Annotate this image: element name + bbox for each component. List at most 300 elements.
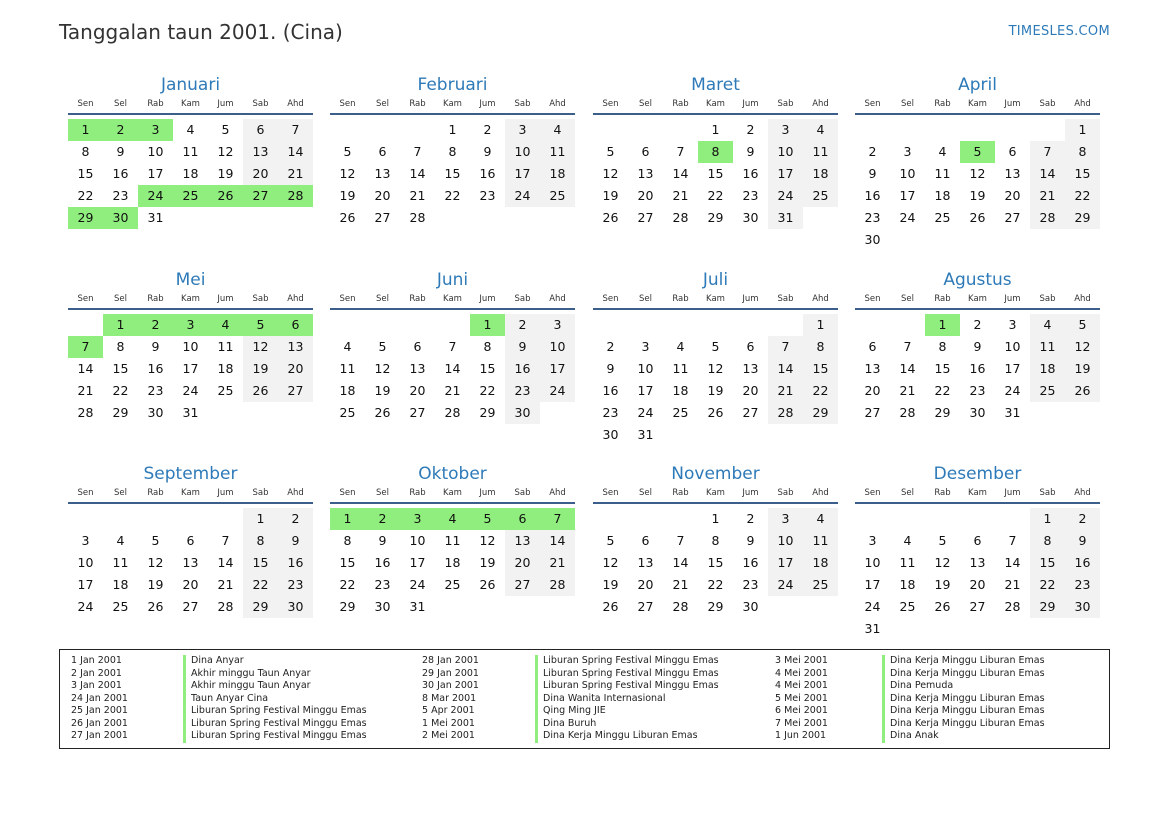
day-cell: 20 <box>374 188 391 203</box>
day-cell: 30 <box>742 599 759 614</box>
holiday-day-cell: 1 <box>103 314 138 336</box>
day-cell: 18 <box>803 552 838 574</box>
day-cell: 29 <box>803 402 838 424</box>
day-cell: 13 <box>409 361 426 376</box>
day-cell: 4 <box>1030 314 1065 336</box>
day-cell: 16 <box>864 188 881 203</box>
holiday-day-cell: 28 <box>278 185 313 207</box>
holiday-day-cell: 7 <box>540 508 575 530</box>
day-cell: 22 <box>77 188 94 203</box>
month-name: Agustus <box>943 270 1012 290</box>
day-cell: 17 <box>899 188 916 203</box>
day-cell: 26 <box>934 599 951 614</box>
day-cell: 9 <box>973 339 982 354</box>
empty-cell <box>138 508 173 530</box>
day-cell: 27 <box>637 210 654 225</box>
day-cell: 14 <box>540 530 575 552</box>
weekday-label: Ahd <box>1074 294 1091 304</box>
day-cell: 6 <box>868 339 877 354</box>
day-cell: 19 <box>969 188 986 203</box>
day-cell: 17 <box>864 577 881 592</box>
month-calendar <box>68 463 313 618</box>
day-cell: 11 <box>672 361 689 376</box>
weekday-label: Sab <box>777 99 794 109</box>
holiday-day-cell: 1 <box>470 314 505 336</box>
holiday-name: Akhir minggu Taun Anyar <box>183 668 311 681</box>
day-cell: 3 <box>540 314 575 336</box>
day-cell: 18 <box>899 577 916 592</box>
day-cell: 12 <box>969 166 986 181</box>
day-cell: 26 <box>479 577 496 592</box>
day-cell: 23 <box>742 188 759 203</box>
day-cell: 19 <box>217 166 234 181</box>
holiday-name: Liburan Spring Festival Minggu Emas <box>183 718 367 731</box>
day-cell: 17 <box>637 383 654 398</box>
weekday-label: Jum <box>1004 488 1021 498</box>
day-grid <box>855 119 1100 251</box>
weekday-label: Jum <box>742 488 759 498</box>
day-cell: 11 <box>899 555 916 570</box>
day-cell: 1 <box>803 314 838 336</box>
holiday-name: Dina Anyar <box>183 655 244 668</box>
weekday-label: Sel <box>901 99 914 109</box>
day-cell: 21 <box>672 577 689 592</box>
day-cell: 27 <box>409 405 426 420</box>
weekday-header <box>68 485 313 504</box>
holiday-date: 7 Mei 2001 <box>775 717 828 729</box>
weekday-label: Kam <box>968 99 987 109</box>
day-cell: 16 <box>1065 552 1100 574</box>
day-cell: 6 <box>641 533 650 548</box>
day-cell: 20 <box>505 552 540 574</box>
day-cell: 22 <box>479 383 496 398</box>
weekday-label: Sel <box>901 488 914 498</box>
weekday-label: Kam <box>706 488 725 498</box>
day-cell: 12 <box>374 361 391 376</box>
holiday-date: 2 Mei 2001 <box>422 730 475 741</box>
day-cell: 13 <box>182 555 199 570</box>
day-cell: 5 <box>343 144 352 159</box>
day-cell: 24 <box>864 599 881 614</box>
day-cell: 26 <box>147 599 164 614</box>
day-cell: 16 <box>505 358 540 380</box>
day-cell: 1 <box>1030 508 1065 530</box>
day-cell: 28 <box>899 405 916 420</box>
day-cell: 22 <box>243 574 278 596</box>
weekday-header <box>330 96 575 115</box>
weekday-label: Sel <box>901 294 914 304</box>
holiday-date: 1 Jun 2001 <box>775 730 827 741</box>
day-cell: 27 <box>1004 210 1021 225</box>
month-calendar <box>855 269 1100 424</box>
empty-cell <box>628 508 663 530</box>
day-grid <box>330 314 575 424</box>
empty-cell <box>768 314 803 336</box>
day-cell: 10 <box>505 141 540 163</box>
weekday-label: Sab <box>514 294 531 304</box>
empty-cell <box>68 508 103 530</box>
day-cell: 20 <box>278 358 313 380</box>
day-cell: 10 <box>768 530 803 552</box>
holiday-day-cell: 29 <box>68 207 103 229</box>
day-cell: 10 <box>147 144 164 159</box>
day-cell: 7 <box>768 336 803 358</box>
day-cell: 9 <box>278 530 313 552</box>
day-cell: 21 <box>217 577 234 592</box>
day-grid <box>593 508 838 618</box>
day-cell: 12 <box>602 555 619 570</box>
weekday-label: Rab <box>672 294 689 304</box>
day-cell: 28 <box>409 210 426 225</box>
day-cell: 5 <box>1065 314 1100 336</box>
empty-cell <box>890 508 925 530</box>
day-cell: 29 <box>707 599 724 614</box>
month-calendar <box>68 269 313 424</box>
month-name: Juli <box>702 270 729 290</box>
holiday-day-cell: 8 <box>698 141 733 163</box>
day-cell: 16 <box>479 166 496 181</box>
empty-cell <box>995 508 1030 530</box>
day-cell: 25 <box>339 405 356 420</box>
weekday-label: Jum <box>1004 294 1021 304</box>
month-name: Oktober <box>418 464 487 484</box>
month-name: November <box>671 464 760 484</box>
weekday-header <box>330 291 575 310</box>
weekday-label: Kam <box>706 294 725 304</box>
day-cell: 4 <box>903 533 912 548</box>
day-cell: 25 <box>444 577 461 592</box>
day-cell: 12 <box>147 555 164 570</box>
weekday-label: Jum <box>217 488 234 498</box>
holiday-name: Dina Kerja Minggu Liburan Emas <box>882 655 1045 668</box>
day-cell: 3 <box>903 144 912 159</box>
day-cell: 24 <box>505 185 540 207</box>
day-cell: 10 <box>409 533 426 548</box>
day-cell: 17 <box>77 577 94 592</box>
holiday-date: 1 Mei 2001 <box>422 717 475 729</box>
day-cell: 24 <box>77 599 94 614</box>
day-cell: 26 <box>243 380 278 402</box>
day-cell: 15 <box>707 166 724 181</box>
day-cell: 17 <box>505 163 540 185</box>
weekday-label: Ahd <box>549 294 566 304</box>
day-cell: 23 <box>479 188 496 203</box>
weekday-label: Sab <box>252 294 269 304</box>
weekday-label: Ahd <box>549 99 566 109</box>
holiday-date: 26 Jan 2001 <box>71 717 128 729</box>
weekday-label: Kam <box>443 99 462 109</box>
day-cell: 10 <box>182 339 199 354</box>
holiday-name: Liburan Spring Festival Minggu Emas <box>183 730 367 743</box>
day-cell: 18 <box>803 163 838 185</box>
weekday-label: Sen <box>339 99 356 109</box>
holiday-day-cell: 3 <box>138 119 173 141</box>
day-cell: 2 <box>278 508 313 530</box>
holiday-day-cell: 2 <box>103 119 138 141</box>
day-cell: 30 <box>374 599 391 614</box>
day-cell: 11 <box>112 555 129 570</box>
day-cell: 27 <box>864 405 881 420</box>
month-calendar <box>593 74 838 229</box>
day-cell: 25 <box>1030 380 1065 402</box>
holiday-entry <box>60 705 1109 718</box>
day-cell: 20 <box>969 577 986 592</box>
weekday-label: Rab <box>672 488 689 498</box>
weekday-label: Sen <box>77 294 94 304</box>
day-cell: 24 <box>768 574 803 596</box>
day-cell: 8 <box>448 144 457 159</box>
month-calendar <box>593 269 838 446</box>
day-cell: 11 <box>217 339 234 354</box>
day-cell: 1 <box>1065 119 1100 141</box>
day-cell: 15 <box>339 555 356 570</box>
day-cell: 26 <box>374 405 391 420</box>
day-cell: 15 <box>444 166 461 181</box>
day-cell: 17 <box>182 361 199 376</box>
day-cell: 17 <box>147 166 164 181</box>
day-cell: 9 <box>606 361 615 376</box>
day-cell: 2 <box>868 144 877 159</box>
day-cell: 4 <box>540 119 575 141</box>
day-cell: 12 <box>934 555 951 570</box>
weekday-label: Sen <box>602 488 619 498</box>
weekday-label: Sen <box>339 294 356 304</box>
weekday-header <box>593 96 838 115</box>
weekday-label: Sen <box>864 294 881 304</box>
day-cell: 15 <box>112 361 129 376</box>
day-cell: 9 <box>378 533 387 548</box>
weekday-label: Ahd <box>812 294 829 304</box>
day-cell: 19 <box>707 383 724 398</box>
day-grid <box>330 119 575 229</box>
day-cell: 27 <box>637 599 654 614</box>
day-cell: 3 <box>81 533 90 548</box>
empty-cell <box>593 119 628 141</box>
day-cell: 10 <box>637 361 654 376</box>
weekday-label: Rab <box>409 488 426 498</box>
day-cell: 10 <box>899 166 916 181</box>
day-cell: 11 <box>934 166 951 181</box>
day-cell: 20 <box>864 383 881 398</box>
day-cell: 11 <box>444 533 461 548</box>
day-cell: 24 <box>409 577 426 592</box>
day-grid <box>855 314 1100 424</box>
day-cell: 12 <box>217 144 234 159</box>
day-cell: 12 <box>1065 336 1100 358</box>
empty-cell <box>173 508 208 530</box>
month-name: Februari <box>417 75 488 95</box>
day-cell: 30 <box>147 405 164 420</box>
day-cell: 3 <box>1008 317 1017 332</box>
holiday-day-cell: 2 <box>365 508 400 530</box>
day-cell: 25 <box>540 185 575 207</box>
day-cell: 21 <box>444 383 461 398</box>
day-grid <box>68 508 313 618</box>
holiday-day-cell: 25 <box>173 185 208 207</box>
day-cell: 5 <box>711 339 720 354</box>
day-cell: 21 <box>1004 577 1021 592</box>
holiday-name: Qing Ming JIE <box>535 705 606 718</box>
day-cell: 18 <box>182 166 199 181</box>
weekday-label: Sab <box>1039 488 1056 498</box>
day-cell: 28 <box>77 405 94 420</box>
holiday-date: 24 Jan 2001 <box>71 692 128 704</box>
holiday-date: 25 Jan 2001 <box>71 705 128 716</box>
day-cell: 22 <box>112 383 129 398</box>
day-cell: 20 <box>637 188 654 203</box>
day-cell: 24 <box>637 405 654 420</box>
weekday-label: Sel <box>639 99 652 109</box>
day-cell: 26 <box>707 405 724 420</box>
empty-cell <box>593 314 628 336</box>
day-cell: 12 <box>339 166 356 181</box>
day-cell: 6 <box>243 119 278 141</box>
holiday-date: 2 Jan 2001 <box>71 667 122 679</box>
day-cell: 7 <box>676 533 685 548</box>
day-cell: 2 <box>746 122 755 137</box>
day-cell: 8 <box>938 339 947 354</box>
day-cell: 29 <box>479 405 496 420</box>
day-grid <box>68 314 313 424</box>
holiday-day-cell: 1 <box>68 119 103 141</box>
weekday-label: Jum <box>1004 99 1021 109</box>
weekday-label: Sel <box>639 294 652 304</box>
day-cell: 20 <box>182 577 199 592</box>
empty-cell <box>330 119 365 141</box>
day-cell: 22 <box>934 383 951 398</box>
weekday-label: Ahd <box>287 488 304 498</box>
holiday-day-cell: 24 <box>138 185 173 207</box>
site-link[interactable]: TIMESLES.COM <box>1008 24 1110 39</box>
holiday-day-cell: 27 <box>243 185 278 207</box>
day-cell: 2 <box>746 511 755 526</box>
weekday-label: Kam <box>443 294 462 304</box>
day-cell: 15 <box>934 361 951 376</box>
empty-cell <box>400 119 435 141</box>
weekday-label: Kam <box>968 488 987 498</box>
weekday-label: Ahd <box>287 99 304 109</box>
day-cell: 23 <box>112 188 129 203</box>
weekday-label: Sel <box>376 488 389 498</box>
empty-cell <box>663 314 698 336</box>
day-cell: 18 <box>217 361 234 376</box>
day-cell: 17 <box>768 552 803 574</box>
day-cell: 4 <box>186 122 195 137</box>
day-cell: 6 <box>413 339 422 354</box>
day-cell: 5 <box>221 122 230 137</box>
day-cell: 8 <box>711 533 720 548</box>
day-cell: 21 <box>1030 185 1065 207</box>
weekday-label: Sen <box>339 488 356 498</box>
day-cell: 2 <box>606 339 615 354</box>
day-cell: 30 <box>278 596 313 618</box>
empty-cell <box>628 119 663 141</box>
day-cell: 7 <box>903 339 912 354</box>
weekday-label: Ahd <box>549 488 566 498</box>
month-name: September <box>143 464 238 484</box>
day-cell: 4 <box>938 144 947 159</box>
day-cell: 8 <box>343 533 352 548</box>
day-cell: 15 <box>479 361 496 376</box>
holiday-date: 28 Jan 2001 <box>422 655 479 666</box>
day-cell: 2 <box>505 314 540 336</box>
day-cell: 23 <box>1065 574 1100 596</box>
day-cell: 14 <box>278 141 313 163</box>
day-cell: 5 <box>378 339 387 354</box>
day-cell: 14 <box>1030 163 1065 185</box>
day-cell: 19 <box>602 188 619 203</box>
day-cell: 27 <box>182 599 199 614</box>
day-cell: 30 <box>969 405 986 420</box>
day-cell: 23 <box>864 210 881 225</box>
empty-cell <box>1030 119 1065 141</box>
day-cell: 19 <box>934 577 951 592</box>
holiday-day-cell: 6 <box>505 508 540 530</box>
day-cell: 13 <box>637 555 654 570</box>
day-cell: 18 <box>112 577 129 592</box>
day-cell: 17 <box>1004 361 1021 376</box>
holiday-entry <box>60 668 1109 681</box>
day-cell: 29 <box>243 596 278 618</box>
day-cell: 31 <box>1004 405 1021 420</box>
day-cell: 19 <box>147 577 164 592</box>
month-calendar <box>68 74 313 229</box>
day-cell: 17 <box>768 163 803 185</box>
day-cell: 29 <box>339 599 356 614</box>
holiday-name: Dina Buruh <box>535 718 596 731</box>
day-cell: 5 <box>151 533 160 548</box>
weekday-label: Kam <box>443 488 462 498</box>
day-cell: 22 <box>707 188 724 203</box>
day-cell: 2 <box>973 317 982 332</box>
day-cell: 7 <box>448 339 457 354</box>
day-cell: 10 <box>864 555 881 570</box>
day-cell: 15 <box>707 555 724 570</box>
weekday-label: Sab <box>514 488 531 498</box>
day-cell: 11 <box>540 141 575 163</box>
day-cell: 16 <box>969 361 986 376</box>
month-calendar <box>330 269 575 424</box>
day-cell: 29 <box>707 210 724 225</box>
holiday-name: Dina Wanita Internasional <box>535 693 666 706</box>
day-cell: 13 <box>637 166 654 181</box>
day-cell: 14 <box>77 361 94 376</box>
day-cell: 11 <box>803 141 838 163</box>
holiday-day-cell: 5 <box>960 141 995 163</box>
day-cell: 16 <box>112 166 129 181</box>
holiday-day-cell: 3 <box>400 508 435 530</box>
day-cell: 23 <box>505 380 540 402</box>
day-cell: 1 <box>243 508 278 530</box>
day-cell: 23 <box>374 577 391 592</box>
day-cell: 2 <box>1065 508 1100 530</box>
day-cell: 16 <box>374 555 391 570</box>
holiday-name: Dina Pemuda <box>882 680 953 693</box>
month-name: April <box>958 75 997 95</box>
weekday-label: Ahd <box>1074 99 1091 109</box>
holiday-day-cell: 26 <box>208 185 243 207</box>
holiday-day-cell: 4 <box>435 508 470 530</box>
day-cell: 14 <box>768 358 803 380</box>
day-cell: 30 <box>602 427 619 442</box>
day-grid <box>330 508 575 618</box>
day-cell: 23 <box>147 383 164 398</box>
day-cell: 13 <box>278 336 313 358</box>
day-cell: 13 <box>1004 166 1021 181</box>
month-calendar <box>330 463 575 618</box>
day-cell: 28 <box>1030 207 1065 229</box>
weekday-header <box>855 485 1100 504</box>
